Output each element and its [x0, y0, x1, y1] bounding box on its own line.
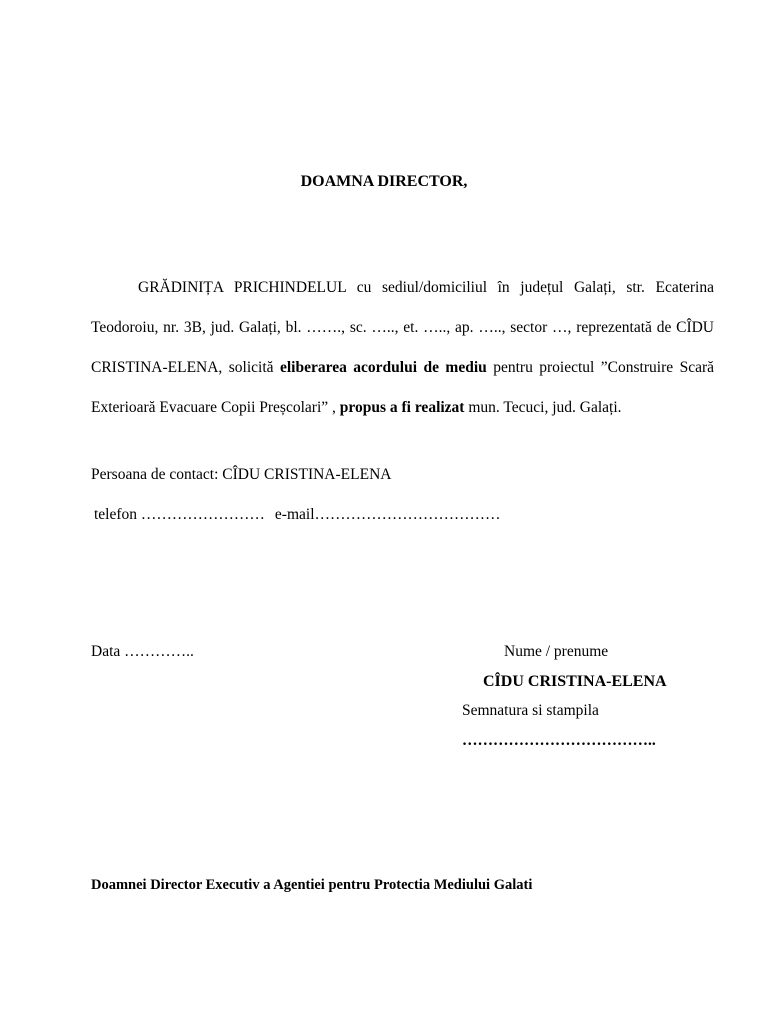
- phone-email-line: [94, 506, 501, 524]
- request-bold-proposed: propus a fi realizat: [339, 399, 465, 416]
- date-field: Data …………..: [91, 643, 194, 660]
- email-field: e-mail………………………………: [274, 506, 501, 523]
- signature-line: ………………………………..: [462, 732, 656, 749]
- phone-field: telefon ……………………: [94, 506, 265, 523]
- addressee-footer: Doamnei Director Executiv a Agentiei pentru Protectia Mediului Galati: [91, 877, 533, 893]
- request-text-part3: mun. Tecuci, jud. Galați.: [464, 399, 622, 416]
- document-heading: DOAMNA DIRECTOR,: [300, 173, 468, 190]
- request-text-part2: pentru proiectul ”Construire Scară Exterioară Evacuare Copii Preșcolari” ,: [91, 359, 714, 416]
- signature-stamp-label: Semnatura si stampila: [462, 702, 599, 719]
- request-paragraph: [91, 268, 714, 428]
- request-text-part1: GRĂDINIȚA PRICHINDELUL cu sediul/domiciliul în județul Galați, str. Ecaterina Teodoroiu, nr. 3B, jud. Galați, bl. ……., sc. ….., et. ….., ap. ….., sector …, reprezentată de CÎDU CRISTINA-ELENA, solicită: [91, 279, 714, 376]
- signature-name: CÎDU CRISTINA-ELENA: [483, 673, 667, 690]
- request-bold-agreement: eliberarea acordului de mediu: [279, 359, 487, 376]
- contact-person-line: Persoana de contact: CÎDU CRISTINA-ELENA: [91, 466, 392, 483]
- signature-name-label: Nume / prenume: [504, 643, 609, 660]
